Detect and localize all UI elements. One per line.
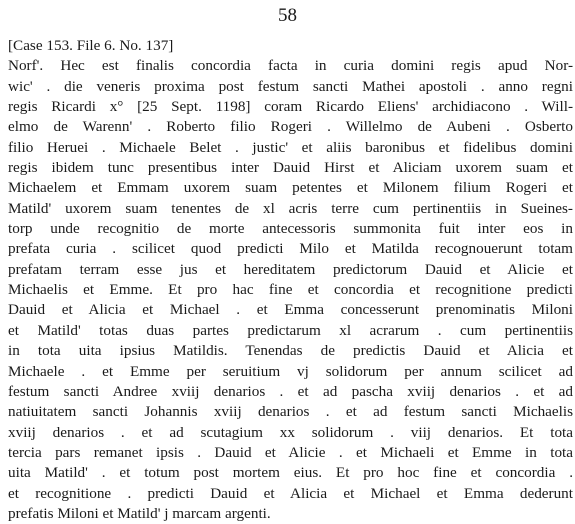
text-line: regis Ricardi x° [25 Sept. 1198] coram Ricardo Eliens' archidiacono . Will- (8, 98, 573, 116)
text-line: xviij denarios . et ad scutagium xx solidorum . viij denarios. Et tota (8, 423, 573, 441)
text-line: torp unde recognitio de morte antecessoris summonita fuit inter eos in (8, 220, 573, 238)
charter-text (8, 36, 573, 524)
text-line: Michaelem et Emmam uxorem suam petentes et Milonem filium Rogeri et (8, 179, 573, 197)
text-line: Dauid et Alicia et Michael . et Emma concesserunt prenominatis Miloni (8, 301, 573, 319)
text-line: wic' . die veneris proxima post festum sancti Mathei apostoli . anno regni (8, 77, 573, 95)
text-line: festum sancti Andree xviij denarios . et ad pascha xviij denarios . et ad (8, 382, 573, 400)
text-line: tercia pars remanet ipsis . Dauid et Alicie . et Michaeli et Emme in tota (8, 443, 573, 461)
text-line: filio Heruei . Michaele Belet . justic' et aliis baronibus et fidelibus domini (8, 138, 573, 156)
text-line: prefatam terram esse jus et hereditatem predictorum Dauid et Alicie et (8, 260, 573, 278)
text-line: elmo de Warenn' . Roberto filio Rogeri . Willelmo de Aubeni . Osberto (8, 118, 573, 136)
text-line: et Matild' totas duas partes predictarum xl acrarum . cum pertinentiis (8, 321, 573, 339)
case-reference-line: [Case 153. File 6. No. 137] (8, 37, 174, 54)
text-line: uita Matild' . et totum post mortem eius. Et pro hoc fine et concordia . (8, 464, 573, 482)
text-line: et recognitione . predicti Dauid et Alicia et Michael et Emma dederunt (8, 484, 573, 502)
page-number: 58 (278, 5, 297, 26)
text-line: in tota uita ipsius Matildis. Tenendas de predictis Dauid et Alicia et (8, 342, 573, 360)
text-line: natiuitatem sancti Johannis xviij denarios . et ad festum sancti Michaelis (8, 403, 573, 421)
text-line: Michaelis et Emme. Et pro hac fine et concordia et recognitione predicti (8, 281, 573, 299)
text-line: prefata curia . scilicet quod predicti Milo et Matilda recognouerunt totam (8, 240, 573, 258)
text-line-final: prefatis Miloni et Matild' j marcam argenti. (8, 504, 271, 522)
text-line: regis ibidem tunc presentibus inter Dauid Hirst et Aliciam uxorem suam et (8, 159, 573, 177)
text-line: Norf'. Hec est finalis concordia facta in curia domini regis apud Nor- (8, 57, 573, 75)
text-line: Michaele . et Emme per seruitium vj solidorum per annum scilicet ad (8, 362, 573, 380)
text-line: Matild' uxorem suam tenentes de xl acris terre cum pertinentiis in Sueines- (8, 199, 573, 217)
